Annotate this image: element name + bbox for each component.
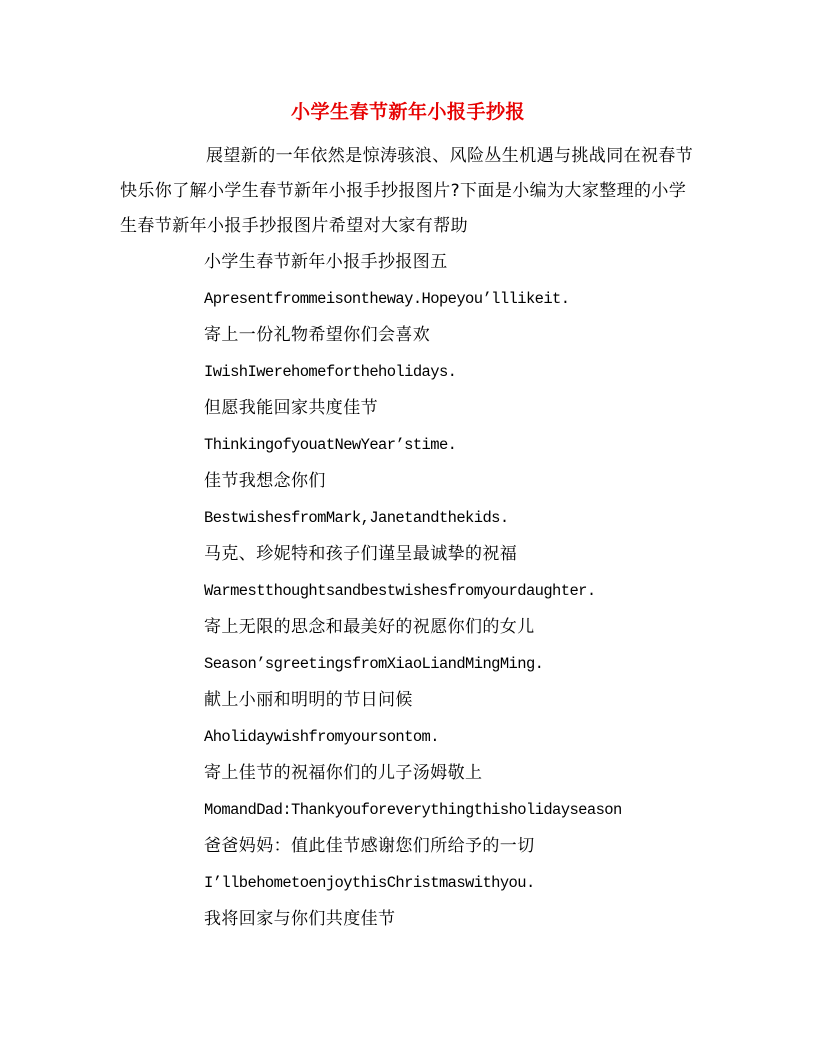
greeting-english-3: ThinkingofyouatNewYear’stime. [204, 435, 457, 454]
page-title: 小学生春节新年小报手抄报 [290, 101, 525, 123]
greeting-english-8: MomandDad:Thankyouforeverythingthisholidayseason [204, 800, 622, 819]
greeting-chinese-6: 献上小丽和明明的节日问候 [204, 690, 413, 710]
greeting-chinese-5: 寄上无限的思念和最美好的祝愿你们的女儿 [204, 617, 535, 637]
greeting-chinese-7: 寄上佳节的祝福你们的儿子汤姆敬上 [204, 763, 483, 783]
greeting-english-4: BestwishesfromMark,Janetandthekids. [204, 508, 509, 527]
greeting-english-6: Season’sgreetingsfromXiaoLiandMingMing. [204, 654, 544, 673]
greeting-chinese-3: 佳节我想念你们 [204, 471, 326, 491]
greeting-lines-list [204, 244, 764, 938]
greeting-chinese-8: 爸爸妈妈：值此佳节感谢您们所给予的一切 [204, 836, 535, 856]
greeting-chinese-9: 我将回家与你们共度佳节 [204, 909, 396, 929]
greeting-english-2: IwishIwerehomefortheholidays. [204, 362, 457, 381]
greeting-english-9: I’llbehometoenjoythisChristmaswithyou. [204, 873, 535, 892]
greeting-chinese-2: 但愿我能回家共度佳节 [204, 398, 378, 418]
greeting-english-5: Warmestthoughtsandbestwishesfromyourdaughter. [204, 581, 596, 600]
greeting-chinese-1: 寄上一份礼物希望你们会喜欢 [204, 325, 431, 345]
greeting-english-7: Aholidaywishfromyoursontom. [204, 727, 439, 746]
greeting-english-1: Apresentfrommeisontheway.Hopeyou’lllikeit. [204, 289, 570, 308]
section-heading: 小学生春节新年小报手抄报图五 [204, 252, 448, 272]
intro-paragraph: 展望新的一年依然是惊涛骇浪、风险丛生机遇与挑战同在祝春节快乐你了解小学生春节新年小报手抄报图片?下面是小编为大家整理的小学生春节新年小报手抄报图片希望对大家有帮助 [120, 146, 694, 236]
greeting-chinese-4: 马克、珍妮特和孩子们谨呈最诚挚的祝福 [204, 544, 518, 564]
